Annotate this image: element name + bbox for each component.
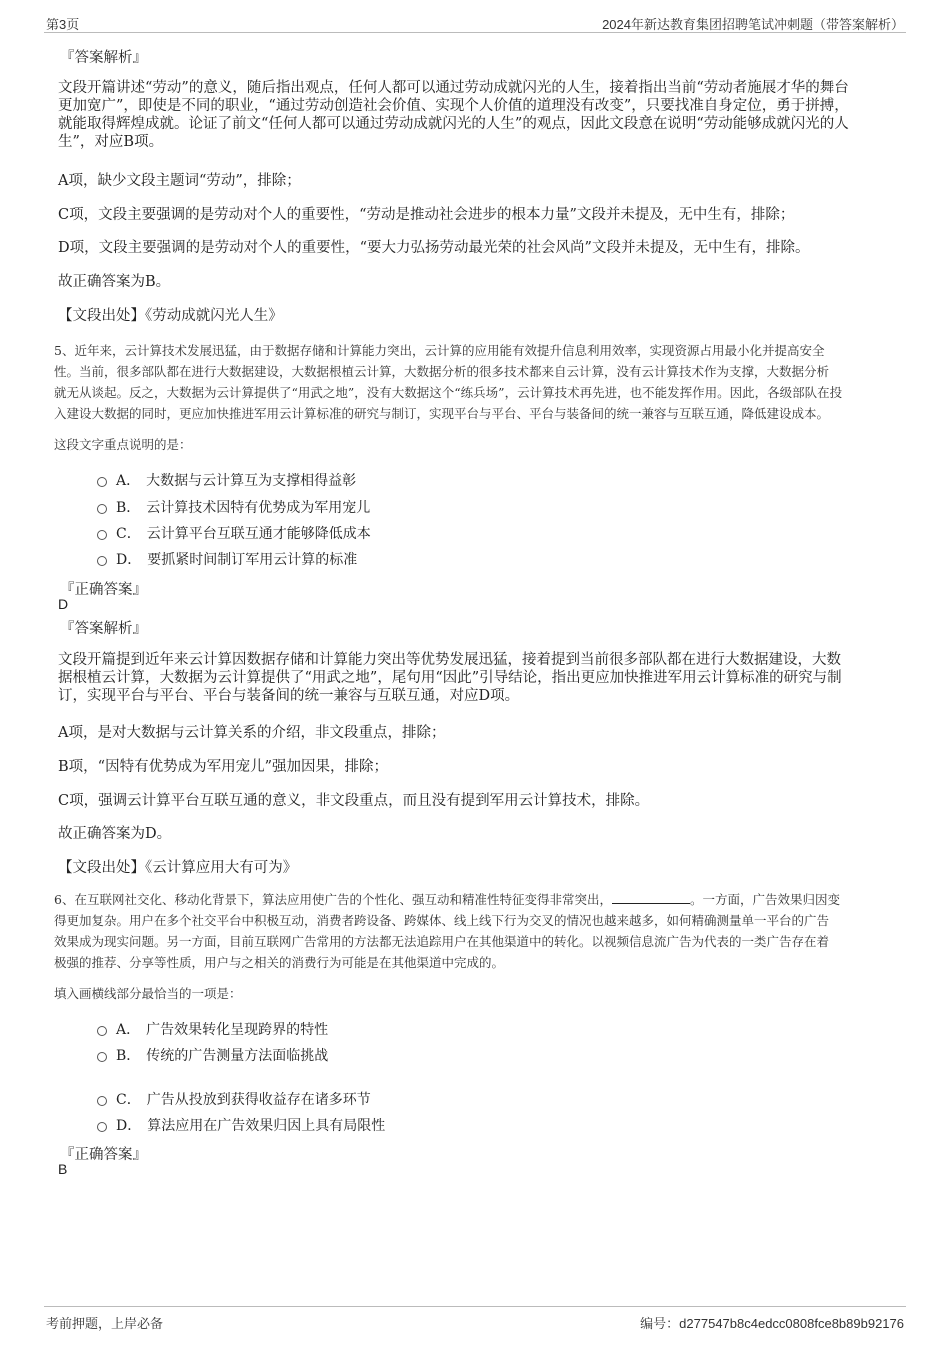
q5-source: 【文段出处】《云计算应用大有可为》 xyxy=(58,860,298,876)
q5-answer-label: 『正确答案』 xyxy=(60,582,147,598)
q5-analysis-label: 『答案解析』 xyxy=(60,621,147,637)
q4-point-a: A项，缺少文段主题词“劳动”，排除； xyxy=(58,173,301,189)
analysis-line: 据根植云计算，大数据为云计算提供了“用武之地”，尾句用“因此”引导结论，指出更应加快推进军用云计算标准的研究与制 xyxy=(58,670,842,686)
q5-analysis xyxy=(58,651,898,705)
analysis-line: 生”，对应B项。 xyxy=(58,134,164,150)
option-text: 算法应用在广告效果归因上具有局限性 xyxy=(147,1118,386,1134)
q4-source: 【文段出处】《劳动成就闪光人生》 xyxy=(58,308,283,324)
q6-answer: B xyxy=(58,1161,68,1177)
q6-option-d[interactable] xyxy=(97,1115,385,1135)
q5-answer: D xyxy=(58,596,69,612)
analysis-line: 更加宽广”，即使是不同的职业，“通过劳动创造社会价值、实现个人价值的道理没有改变”，只要找准自身定位，勇于拼搏， xyxy=(58,98,849,114)
stem-line: 5、近年来，云计算技术发展迅猛，由于数据存储和计算能力突出，云计算的应用能有效提升信息利用效率，实现资源占用最小化并提高安全 xyxy=(54,343,825,358)
q4-analysis xyxy=(58,79,898,151)
option-text: 广告从投放到获得收益存在诸多环节 xyxy=(146,1092,371,1108)
analysis-line: 订，实现平台与平台、平台与装备间的统一兼容与互联互通，对应D项。 xyxy=(58,688,520,704)
option-letter: B． xyxy=(116,1048,141,1064)
q6-answer-label: 『正确答案』 xyxy=(60,1147,147,1163)
radio-icon[interactable] xyxy=(97,504,107,514)
stem-line: 效果成为现实问题。另一方面，目前互联网广告常用的方法都无法追踪用户在其他渠道中的转化。以视频信息流广告为代表的一类广告存在着 xyxy=(54,934,830,949)
q6-question: 填入画横线部分最恰当的一项是： xyxy=(54,986,242,1001)
stem-line xyxy=(54,889,904,910)
document-title: 2024年新达教育集团招聘笔试冲刺题（带答案解析） xyxy=(602,17,904,32)
document-code: 编号：d277547b8c4edcc0808fce8b89b92176 xyxy=(640,1316,904,1331)
option-text: 传统的广告测量方法面临挑战 xyxy=(146,1048,329,1064)
radio-icon[interactable] xyxy=(97,556,107,566)
q6-option-a[interactable] xyxy=(97,1019,328,1039)
q4-point-d: D项，文段主要强调的是劳动对个人的重要性，“要大力弘扬劳动最光荣的社会风尚”文段并未提及，无中生有，排除。 xyxy=(58,240,810,256)
analysis-line: 文段开篇讲述“劳动”的意义，随后指出观点，任何人都可以通过劳动成就闪光的人生，接着指出当前“劳动者施展才华的舞台 xyxy=(58,80,849,96)
option-letter: D． xyxy=(116,1118,142,1134)
option-text: 广告效果转化呈现跨界的特性 xyxy=(146,1022,329,1038)
option-letter: C． xyxy=(116,526,141,542)
radio-icon[interactable] xyxy=(97,1026,107,1036)
fill-in-blank xyxy=(612,891,690,904)
q6-option-b[interactable] xyxy=(97,1045,328,1065)
stem-line: 极强的推荐、分享等性质，用户与之相关的消费行为可能是在其他渠道中完成的。 xyxy=(54,955,505,970)
q5-option-d[interactable] xyxy=(97,549,357,569)
footer-slogan: 考前押题，上岸必备 xyxy=(46,1316,164,1331)
analysis-line: 文段开篇提到近年来云计算因数据存储和计算能力突出等优势发展迅猛，接着提到当前很多部队都在进行大数据建设，大数 xyxy=(58,652,841,668)
option-letter: B． xyxy=(116,500,141,516)
radio-icon[interactable] xyxy=(97,530,107,540)
option-letter: A． xyxy=(116,1022,141,1038)
q6-stem xyxy=(54,889,904,973)
q5-point-b: B项，“因特有优势成为军用宠儿”强加因果，排除； xyxy=(58,759,388,775)
option-letter: C． xyxy=(116,1092,141,1108)
stem-line: 性。当前，很多部队都在进行大数据建设，大数据根植云计算，大数据分析的很多技术都来自云计算，没有云计算技术作为支撑，大数据分析 xyxy=(54,364,830,379)
option-letter: D． xyxy=(116,552,142,568)
radio-icon[interactable] xyxy=(97,477,107,487)
q5-conclusion: 故正确答案为D。 xyxy=(58,826,172,842)
q6-option-c[interactable] xyxy=(97,1089,371,1109)
radio-icon[interactable] xyxy=(97,1096,107,1106)
q5-option-a[interactable] xyxy=(97,470,356,490)
page-footer xyxy=(44,1306,906,1329)
q5-option-b[interactable] xyxy=(97,497,370,517)
q4-analysis-label: 『答案解析』 xyxy=(60,50,147,66)
stem-line: 得更加复杂。用户在多个社交平台中积极互动，消费者跨设备、跨媒体、线上线下行为交叉的情况也越来越多，如何精确测量单一平台的广告 xyxy=(54,913,830,928)
stem-line: 就无从谈起。反之，大数据为云计算提供了“用武之地”，没有大数据这个“练兵场”，云计算技术再先进，也不能发挥作用。因此，各级部队在投 xyxy=(54,385,843,400)
page-number: 第3页 xyxy=(46,17,80,32)
analysis-line: 就能取得辉煌成就。论证了前文“任何人都可以通过劳动成就闪光的人生”的观点，因此文段意在说明“劳动能够成就闪光的人 xyxy=(58,116,849,132)
option-letter: A． xyxy=(116,473,141,489)
radio-icon[interactable] xyxy=(97,1122,107,1132)
stem-part: 6、在互联网社交化、移动化背景下，算法应用使广告的个性化、强互动和精准性特征变得非常突出， xyxy=(54,892,612,907)
stem-line: 入建设大数据的同时，更应加快推进军用云计算标准的研究与制订，实现平台与平台、平台与装备间的统一兼容与互联互通，降低建设成本。 xyxy=(54,406,830,421)
stem-part: 。一方面，广告效果归因变 xyxy=(689,892,840,907)
q5-option-c[interactable] xyxy=(97,523,371,543)
option-text: 要抓紧时间制订军用云计算的标准 xyxy=(147,552,358,568)
q5-point-a: A项，是对大数据与云计算关系的介绍，非文段重点，排除； xyxy=(58,725,446,741)
option-text: 云计算技术因特有优势成为军用宠儿 xyxy=(146,500,371,516)
option-text: 大数据与云计算互为支撑相得益彰 xyxy=(146,473,357,489)
q4-point-c: C项，文段主要强调的是劳动对个人的重要性，“劳动是推动社会进步的根本力量”文段并未提及，无中生有，排除； xyxy=(58,207,795,223)
q5-stem xyxy=(54,340,904,424)
radio-icon[interactable] xyxy=(97,1052,107,1062)
q5-question: 这段文字重点说明的是： xyxy=(54,437,192,452)
q4-conclusion: 故正确答案为B。 xyxy=(58,274,171,290)
q5-point-c: C项，强调云计算平台互联互通的意义，非文段重点，而且没有提到军用云计算技术，排除。 xyxy=(58,793,650,809)
page-header xyxy=(44,14,906,33)
option-text: 云计算平台互联互通才能够降低成本 xyxy=(146,526,371,542)
